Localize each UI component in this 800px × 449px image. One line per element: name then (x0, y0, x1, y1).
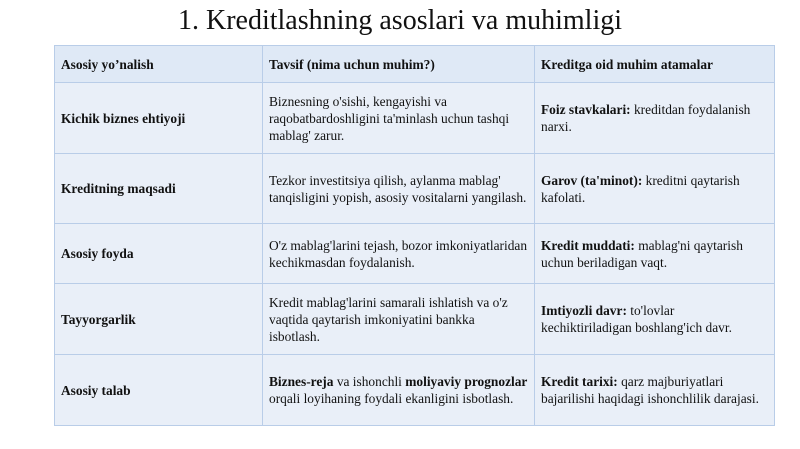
credit-basics-table (54, 45, 775, 426)
term-definition: to'lovlar kechiktiriladigan boshlang'ich davr. (541, 303, 732, 335)
row-term (535, 154, 775, 224)
row-description: Tezkor investitsiya qilish, aylanma mablag' tanqisligini yopish, asosiy vositalarni yangilash. (263, 154, 535, 224)
row-term (535, 83, 775, 154)
term-definition: kreditni qaytarish kafolati. (541, 172, 740, 205)
term-name: Garov (ta'minot): (541, 172, 643, 188)
row-description: Kredit mablag'larini samarali ishlatish va o'z vaqtida qaytarish imkoniyatini bankka isbotlash. (263, 284, 535, 355)
header-terms: Kreditga oid muhim atamalar (535, 46, 775, 83)
row-direction: Tayyorgarlik (55, 284, 263, 355)
row-term (535, 284, 775, 355)
row-term (535, 224, 775, 284)
table-row (55, 154, 775, 224)
row-direction: Asosiy foyda (55, 224, 263, 284)
row-description: Biznesning o'sishi, kengayishi va raqobatbardoshligini ta'minlash uchun tashqi mablag' zarur. (263, 83, 535, 154)
table-row (55, 224, 775, 284)
header-description: Tavsif (nima uchun muhim?) (263, 46, 535, 83)
slide-title: 1. Kreditlashning asoslari va muhimligi (177, 5, 623, 36)
term-definition: qarz majburiyatlari bajarilishi haqidagi ishonchlilik darajasi. (541, 374, 759, 406)
table-header-row (55, 46, 775, 83)
description-text: va ishonchli (333, 374, 406, 389)
row-term (535, 355, 775, 426)
table-row (55, 355, 775, 426)
term-name: Foiz stavkalari: (541, 102, 631, 117)
term-definition: mablag'ni qaytarish uchun beriladigan vaqt. (541, 237, 743, 270)
row-description: O'z mablag'larini tejash, bozor imkoniyatlaridan kechikmasdan foydalanish. (263, 224, 535, 284)
row-direction: Kichik biznes ehtiyoji (55, 83, 263, 154)
table-row (55, 83, 775, 154)
row-direction: Kreditning maqsadi (55, 154, 263, 224)
row-direction: Asosiy talab (55, 355, 263, 426)
term-name: Kredit muddati: (541, 237, 635, 253)
row-description (263, 355, 535, 426)
table-row (55, 284, 775, 355)
term-name: Kredit tarixi: (541, 374, 618, 389)
term-definition: kreditdan foydalanish narxi. (541, 102, 751, 134)
term-name: Imtiyozli davr: (541, 303, 627, 318)
description-bold-forecasts: moliyaviy prognozlar (405, 374, 528, 389)
description-bold-business-plan: Biznes-reja (269, 374, 334, 389)
header-direction: Asosiy yo’nalish (55, 46, 263, 83)
description-text: orqali loyihaning foydali ekanligini isbotlash. (269, 391, 514, 406)
